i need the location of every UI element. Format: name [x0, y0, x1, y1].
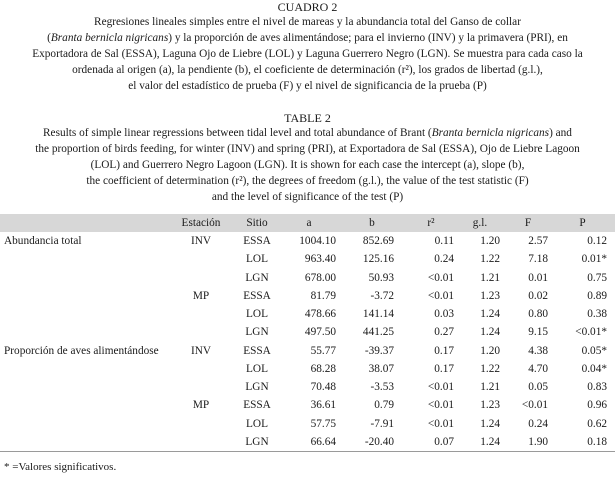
table-cell [0, 378, 170, 396]
table-cell [0, 360, 170, 378]
table-cell: 0.80 [528, 308, 548, 321]
table-body [0, 232, 615, 452]
table-cell: MP [192, 399, 210, 412]
table-row [0, 323, 615, 341]
header-cell: b [369, 217, 375, 229]
table-cell [0, 415, 170, 433]
table-cell: -3.53 [370, 381, 394, 394]
table-cell: 0.96 [587, 399, 607, 412]
table-cell: 0.05 [528, 381, 548, 394]
table-cell: 0.04* [581, 362, 607, 375]
caption-es-line: Exportadora de Sal (ESSA), Laguna Ojo de Liebre (LOL) y Laguna Guerrero Negro (LGN). Se muestra para cada caso la [32, 48, 583, 60]
table-cell: 1.24 [460, 433, 508, 452]
table-cell [0, 287, 170, 305]
caption-en-line: Results of simple linear regressions between tidal level and total abundance of Brant (Branta bernicla nigricans) and [43, 127, 572, 139]
regression-table [0, 214, 615, 452]
table-row [0, 342, 615, 360]
table-cell: 0.62 [587, 417, 607, 430]
table-cell: -7.91 [370, 417, 394, 430]
table-cell: LGN [232, 433, 282, 452]
table-cell: 141.14 [362, 308, 394, 321]
table-cell: -20.40 [350, 433, 408, 452]
table-cell: 50.93 [368, 271, 394, 284]
table-cell: <0.01 [427, 271, 454, 284]
table-cell: 66.64 [282, 433, 350, 452]
header-cell: g.l. [472, 217, 488, 229]
header-cell: Estación [181, 217, 221, 229]
table-cell [0, 396, 170, 414]
table-cell: 1.23 [480, 399, 500, 412]
table-cell: 70.48 [310, 381, 336, 394]
table-cell: 0.12 [587, 235, 607, 248]
table-cell [170, 415, 232, 433]
table-cell: 1.23 [480, 289, 500, 302]
table-cell: MP [192, 289, 210, 302]
species-name: Branta bernicla nigricans [431, 127, 550, 139]
table-cell: 0.18 [558, 433, 615, 452]
table-cell: LOL [246, 362, 268, 375]
table-cell: 0.79 [374, 399, 394, 412]
table-cell: 1.20 [480, 235, 500, 248]
table-cell [170, 378, 232, 396]
table-cell: 57.75 [310, 417, 336, 430]
table-cell: 478.66 [304, 308, 336, 321]
caption-en-body [0, 125, 615, 205]
table-cell: 0.24 [528, 417, 548, 430]
table-cell: 125.16 [362, 253, 394, 266]
table-cell: ESSA [243, 289, 271, 302]
table-cell: 1.21 [480, 381, 500, 394]
table-cell: 4.70 [528, 362, 548, 375]
table-cell: Proporción de aves alimentándose [4, 344, 159, 357]
table-cell: 7.18 [528, 253, 548, 266]
table-cell: <0.01 [427, 399, 454, 412]
table-cell: INV [190, 344, 212, 357]
table-cell: LOL [246, 308, 268, 321]
table-cell [0, 305, 170, 323]
table-cell [170, 323, 232, 341]
table-cell: 441.25 [362, 326, 394, 339]
caption-es-line: el valor del estadístico de prueba (F) y el nivel de significancia de la prueba (P) [128, 80, 487, 92]
header-cell: Sitio [246, 217, 268, 229]
table-cell: 9.15 [528, 326, 548, 339]
table-row [0, 269, 615, 287]
table-cell [170, 305, 232, 323]
table-cell: 1.22 [480, 253, 500, 266]
table-row [0, 305, 615, 323]
table-cell: LGN [245, 326, 269, 339]
table-row [0, 360, 615, 378]
table-cell: 1.22 [480, 362, 500, 375]
table-cell: 0.02 [528, 289, 548, 302]
table-cell [170, 360, 232, 378]
table-row [0, 433, 615, 452]
table-cell: <0.01 [427, 289, 454, 302]
species-name: Branta bernicla nigricans [50, 32, 169, 44]
table-cell: 1.21 [480, 271, 500, 284]
table-cell: 55.77 [310, 344, 336, 357]
table-cell: <0.01 [427, 381, 454, 394]
table-header-row [0, 214, 615, 232]
caption-en-line: the coefficient of determination (r²), the degrees of freedom (g.l.), the value of the test statistic (F) [86, 175, 529, 187]
table-cell [0, 323, 170, 341]
table-row [0, 378, 615, 396]
footnote: * =Valores significativos. [4, 461, 117, 473]
caption-en-line: and the level of significance of the test (P) [211, 191, 404, 203]
table-cell: 38.07 [368, 362, 394, 375]
table-cell: Abundancia total [4, 235, 82, 248]
table-cell: 0.38 [587, 308, 607, 321]
table-cell: 2.57 [528, 235, 548, 248]
table-cell: 1.24 [480, 326, 500, 339]
table-cell: 852.69 [362, 235, 394, 248]
table-cell [170, 433, 232, 452]
header-cell: F [524, 217, 532, 229]
table-cell: LGN [245, 381, 269, 394]
caption-es-line: (Branta bernicla nigricans) y la proporción de aves alimentándose; para el invierno (INV) y la primavera (PRI), en [47, 32, 568, 44]
table-cell: INV [190, 235, 212, 248]
table-cell: 1.24 [480, 417, 500, 430]
table-cell: 0.75 [587, 271, 607, 284]
caption-es-line: ordenada al origen (a), la pendiente (b), el coeficiente de determinación (r²), los grados de libertad (g.l.), [72, 64, 543, 76]
table-cell: LGN [245, 271, 269, 284]
table-cell: 1.20 [480, 344, 500, 357]
table-cell: 36.61 [310, 399, 336, 412]
table-cell: 68.28 [310, 362, 336, 375]
table-cell: 0.11 [434, 235, 454, 248]
caption-es-body [0, 14, 615, 94]
table-cell: 0.24 [434, 253, 454, 266]
table-cell: -39.37 [364, 344, 394, 357]
table-cell [0, 433, 170, 452]
header-cell: r² [427, 217, 435, 229]
caption-en-title: TABLE 2 [284, 111, 331, 125]
regression-table-container [0, 214, 615, 452]
table-cell: <0.01 [521, 399, 548, 412]
table-cell: 497.50 [304, 326, 336, 339]
table-cell: ESSA [243, 344, 271, 357]
table-cell [170, 250, 232, 268]
table-cell: 0.05* [581, 344, 607, 357]
caption-en-line: the proportion of birds feeding, for winter (INV) and spring (PRI), at Exportadora de Sal (ESSA), Ojo de Liebre Lagoon [35, 143, 580, 155]
table-row [0, 250, 615, 268]
table-cell: 0.07 [408, 433, 460, 452]
table-cell: 1.24 [480, 308, 500, 321]
table-cell: LOL [246, 253, 268, 266]
table-cell: LOL [246, 417, 268, 430]
caption-en-line: (LOL) and Guerrero Negro Lagoon (LGN). It is shown for each case the intercept (a), slope (b), [90, 159, 525, 171]
table-cell: 1.90 [508, 433, 558, 452]
table-row [0, 287, 615, 305]
table-cell: ESSA [243, 235, 271, 248]
table-cell: 678.00 [304, 271, 336, 284]
table-cell: <0.01* [575, 326, 607, 339]
table-cell: 963.40 [304, 253, 336, 266]
table-row [0, 232, 615, 250]
table-cell: 0.83 [587, 381, 607, 394]
table-cell: ESSA [243, 399, 271, 412]
table-cell: 0.89 [587, 289, 607, 302]
table-cell [0, 269, 170, 287]
table-cell: 81.79 [310, 289, 336, 302]
table-row [0, 415, 615, 433]
table-cell [0, 250, 170, 268]
table-cell: 4.38 [528, 344, 548, 357]
table-cell: <0.01 [427, 417, 454, 430]
caption-es-line: Regresiones lineales simples entre el nivel de mareas y la abundancia total del Ganso de collar [94, 16, 521, 28]
table-cell: 0.01* [581, 253, 607, 266]
table-cell: -3.72 [370, 289, 394, 302]
table-cell [170, 269, 232, 287]
table-cell: 0.17 [434, 344, 454, 357]
table-cell: 0.17 [434, 362, 454, 375]
caption-es-title: CUADRO 2 [277, 0, 338, 14]
header-cell [0, 214, 170, 232]
table-row [0, 396, 615, 414]
header-cell: P [579, 217, 586, 229]
header-cell: a [306, 217, 312, 229]
table-cell: 0.01 [528, 271, 548, 284]
table-cell: 1004.10 [299, 235, 336, 248]
table-cell: 0.27 [434, 326, 454, 339]
table-cell: 0.03 [434, 308, 454, 321]
